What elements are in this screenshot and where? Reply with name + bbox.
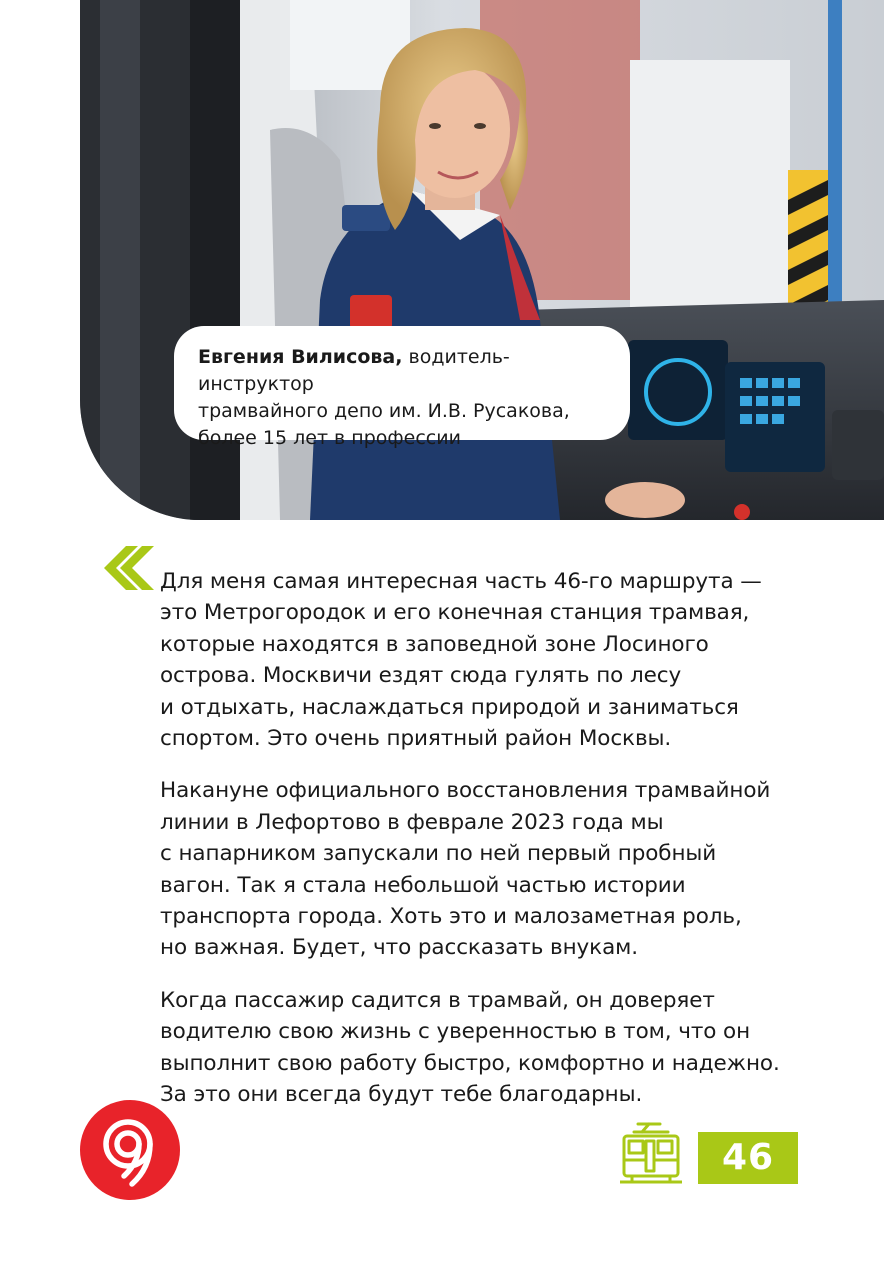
quote-line: Для меня самая интересная часть 46-го маршрута — — [160, 569, 762, 594]
quote-line: линии в Лефортово в феврале 2023 года мы — [160, 809, 664, 835]
quote-line: спортом. Это очень приятный район Москвы. — [160, 726, 672, 752]
quote-line: Когда пассажир садится в трамвай, он доверяет — [160, 987, 715, 1013]
quote-line: транспорта города. Хоть это и малозаметная роль, — [160, 904, 742, 930]
quote-line: но важная. Будет, что рассказать внукам. — [160, 935, 638, 961]
quote-mark-icon — [104, 546, 154, 590]
quote-line: острова. Москвичи ездят сюда гулять по лесу — [160, 663, 682, 689]
quote-line: Накануне официального восстановления трамвайной — [160, 778, 771, 804]
route-number-badge: 46 — [698, 1132, 798, 1184]
caption-role: водитель-инструктор — [198, 346, 510, 395]
quote-line: За это они всегда будут тебе благодарны. — [160, 1082, 643, 1108]
quote-paragraph-1 — [160, 566, 850, 754]
quote-line: которые находятся в заповедной зоне Лосиного — [160, 631, 709, 657]
quote-line: и отдыхать, наслаждаться природой и заниматься — [160, 694, 739, 720]
quote-body — [160, 566, 850, 1132]
caption-depot: трамвайного депо им. И.В. Русакова, — [198, 400, 570, 422]
caption-experience: более 15 лет в профессии — [198, 427, 461, 449]
quote-line: водителю свою жизнь с уверенностью в том, что он — [160, 1019, 751, 1045]
quote-line: выполнит свою работу быстро, комфортно и надежно. — [160, 1050, 780, 1076]
photo-caption — [174, 326, 630, 449]
quote-line: с напарником запускали по ней первый пробный — [160, 841, 717, 867]
quote-paragraph-2 — [160, 775, 850, 963]
moscow-transport-logo-icon — [80, 1100, 180, 1200]
quote-line: вагон. Так я стала небольшой частью истории — [160, 872, 686, 898]
tram-icon — [620, 1122, 682, 1186]
quote-line: это Метрогородок и его конечная станция трамвая, — [160, 600, 750, 626]
caption-name: Евгения Вилисова, — [198, 346, 403, 368]
quote-paragraph-3 — [160, 985, 850, 1111]
